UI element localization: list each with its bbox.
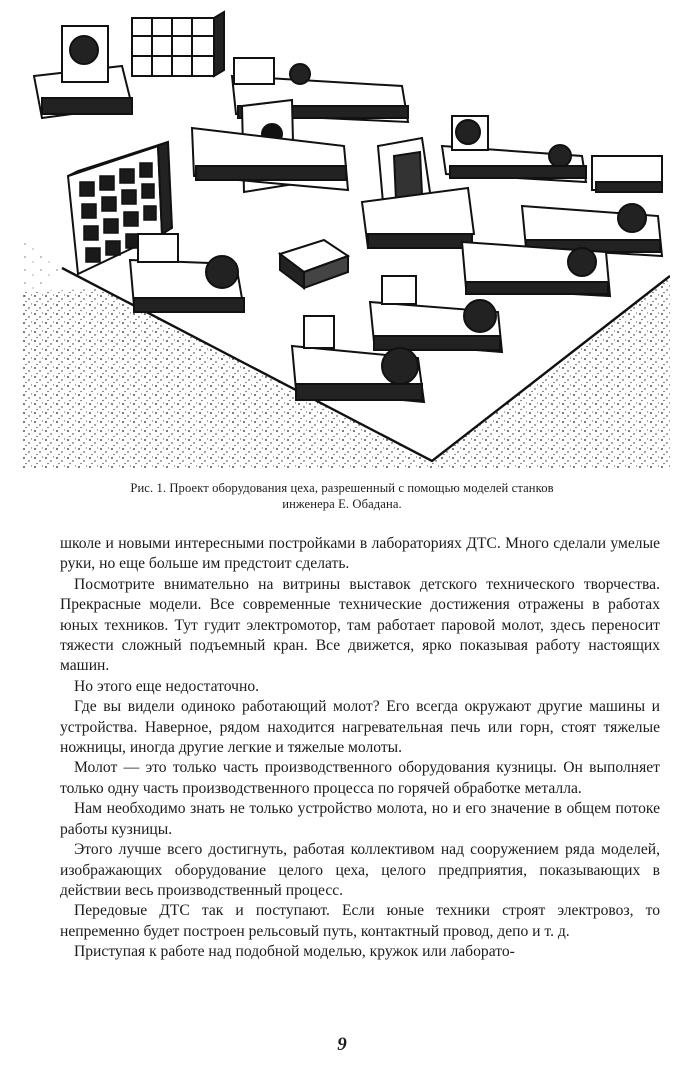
- caption-line: инженера Е. Обадана.: [282, 497, 402, 511]
- figure-caption: [30, 480, 654, 512]
- paragraph: школе и новыми интересными постройками в лабораториях ДТС. Много сделали умелые руки, но еще больше им предстоит сделать.: [60, 535, 660, 573]
- body-text: [60, 534, 660, 963]
- caption-line: Рис. 1. Проект оборудования цеха, разрешенный с помощью моделей станков: [130, 481, 554, 495]
- workshop-equipment-illustration: [22, 6, 670, 468]
- paragraph: Приступая к работе над подобной моделью, кружок или лаборато-: [74, 943, 515, 961]
- paragraph: Молот — это только часть производственного оборудования кузницы. Он выполняет только одну часть производственного процесса по горячей обработке металла.: [60, 759, 660, 797]
- shelving-top: [132, 12, 224, 76]
- paragraph: Этого лучше всего достигнуть, работая коллективом над сооружением ряда моделей, изображающих оборудование целого цеха, целого предприятия, показывающих в действии весь производственный процесс.: [60, 841, 660, 899]
- paragraph: Где вы видели одиноко работающий молот? Его всегда окружают другие машины и устройства. Наверное, рядом находится нагревательная печь или горн, стоят тяжелые ножницы, иногда другие легкие и тяжелые молоты.: [60, 698, 660, 757]
- page-number: 9: [337, 1034, 347, 1055]
- lathe-top-left: [34, 26, 132, 118]
- bench-right-edge: [592, 156, 662, 192]
- paragraph: Нам необходимо знать не только устройство молота, но и его значение в общем потоке работы кузницы.: [60, 800, 660, 838]
- paragraph: Но этого еще недостаточно.: [74, 677, 260, 695]
- paragraph: Посмотрите внимательно на витрины выставок детского технического творчества. Прекрасные модели. Все современные технические достижения отражены в работах юных техников. Тут гудит электромотор, там работает паровой молот, здесь переносит тяжести сложный подъемный кран. Все движется, ярко показывая работу настоящих машин.: [60, 575, 660, 675]
- paragraph: Передовые ДТС так и поступают. Если юные техники строят электровоз, то непременно будет построен рельсовый путь, контактный провод, депо и т. д.: [60, 902, 660, 940]
